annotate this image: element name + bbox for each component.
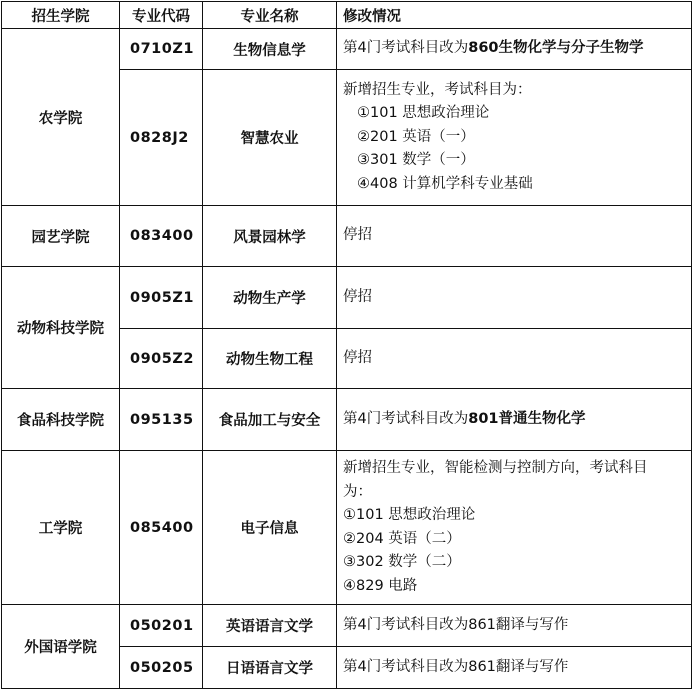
change-subject: 801普通生物化学 <box>468 410 586 427</box>
college-cell: 外国语学院 <box>2 605 120 689</box>
college-cell: 食品科技学院 <box>2 389 120 451</box>
subject-item: ①101 思想政治理论 <box>343 507 476 523</box>
subject-item: ②204 英语（二） <box>343 530 461 547</box>
subject-item: ①101 思想政治理论 <box>357 105 490 122</box>
name-cell: 智慧农业 <box>203 70 337 206</box>
code-cell: 050201 <box>120 605 203 647</box>
table-row <box>2 389 692 451</box>
change-cell <box>337 451 692 605</box>
change-cell: 停招 <box>337 206 692 267</box>
subject-item: ③302 数学（二） <box>343 554 461 570</box>
header-row <box>2 2 692 29</box>
code-cell: 0905Z1 <box>120 267 203 329</box>
table-row <box>2 605 692 647</box>
change-prefix: 第4门考试科目改为 <box>343 40 469 57</box>
header-change: 修改情况 <box>337 2 692 29</box>
header-name: 专业名称 <box>203 2 337 29</box>
change-cell <box>337 389 692 451</box>
change-intro-cont: 为： <box>343 483 372 500</box>
table-row <box>2 267 692 329</box>
college-cell: 工学院 <box>2 451 120 605</box>
code-cell: 095135 <box>120 389 203 451</box>
subject-item: ④829 电路 <box>343 577 418 594</box>
code-cell: 050205 <box>120 647 203 689</box>
table-row <box>2 451 692 605</box>
name-cell: 生物信息学 <box>203 29 337 70</box>
code-cell: 085400 <box>120 451 203 605</box>
name-cell: 英语语言文学 <box>203 605 337 647</box>
change-cell: 第4门考试科目改为861翻译与写作 <box>337 605 692 647</box>
admissions-changes-table <box>1 1 692 689</box>
change-cell <box>337 29 692 70</box>
table-row <box>2 29 692 70</box>
subject-item: ②201 英语（一） <box>357 128 475 145</box>
name-cell: 动物生物工程 <box>203 329 337 389</box>
change-prefix: 第4门考试科目改为 <box>343 410 469 427</box>
code-cell: 0710Z1 <box>120 29 203 70</box>
header-code: 专业代码 <box>120 2 203 29</box>
name-cell: 日语语言文学 <box>203 647 337 689</box>
change-cell: 停招 <box>337 267 692 329</box>
change-cell <box>337 70 692 206</box>
change-subject: 860生物化学与分子生物学 <box>468 40 644 57</box>
code-cell: 0905Z2 <box>120 329 203 389</box>
code-cell: 083400 <box>120 206 203 267</box>
name-cell: 食品加工与安全 <box>203 389 337 451</box>
change-intro: 新增招生专业，考试科目为： <box>343 81 532 98</box>
college-cell: 园艺学院 <box>2 206 120 267</box>
change-intro: 新增招生专业，智能检测与控制方向，考试科目 <box>343 460 648 476</box>
change-cell: 第4门考试科目改为861翻译与写作 <box>337 647 692 689</box>
code-cell: 0828J2 <box>120 70 203 206</box>
name-cell: 风景园林学 <box>203 206 337 267</box>
change-cell: 停招 <box>337 329 692 389</box>
subject-item: ③301 数学（一） <box>357 152 475 169</box>
subject-item: ④408 计算机学科专业基础 <box>357 175 533 192</box>
name-cell: 动物生产学 <box>203 267 337 329</box>
college-cell: 动物科技学院 <box>2 267 120 389</box>
header-college: 招生学院 <box>2 2 120 29</box>
table-row <box>2 206 692 267</box>
college-cell: 农学院 <box>2 29 120 206</box>
name-cell: 电子信息 <box>203 451 337 605</box>
